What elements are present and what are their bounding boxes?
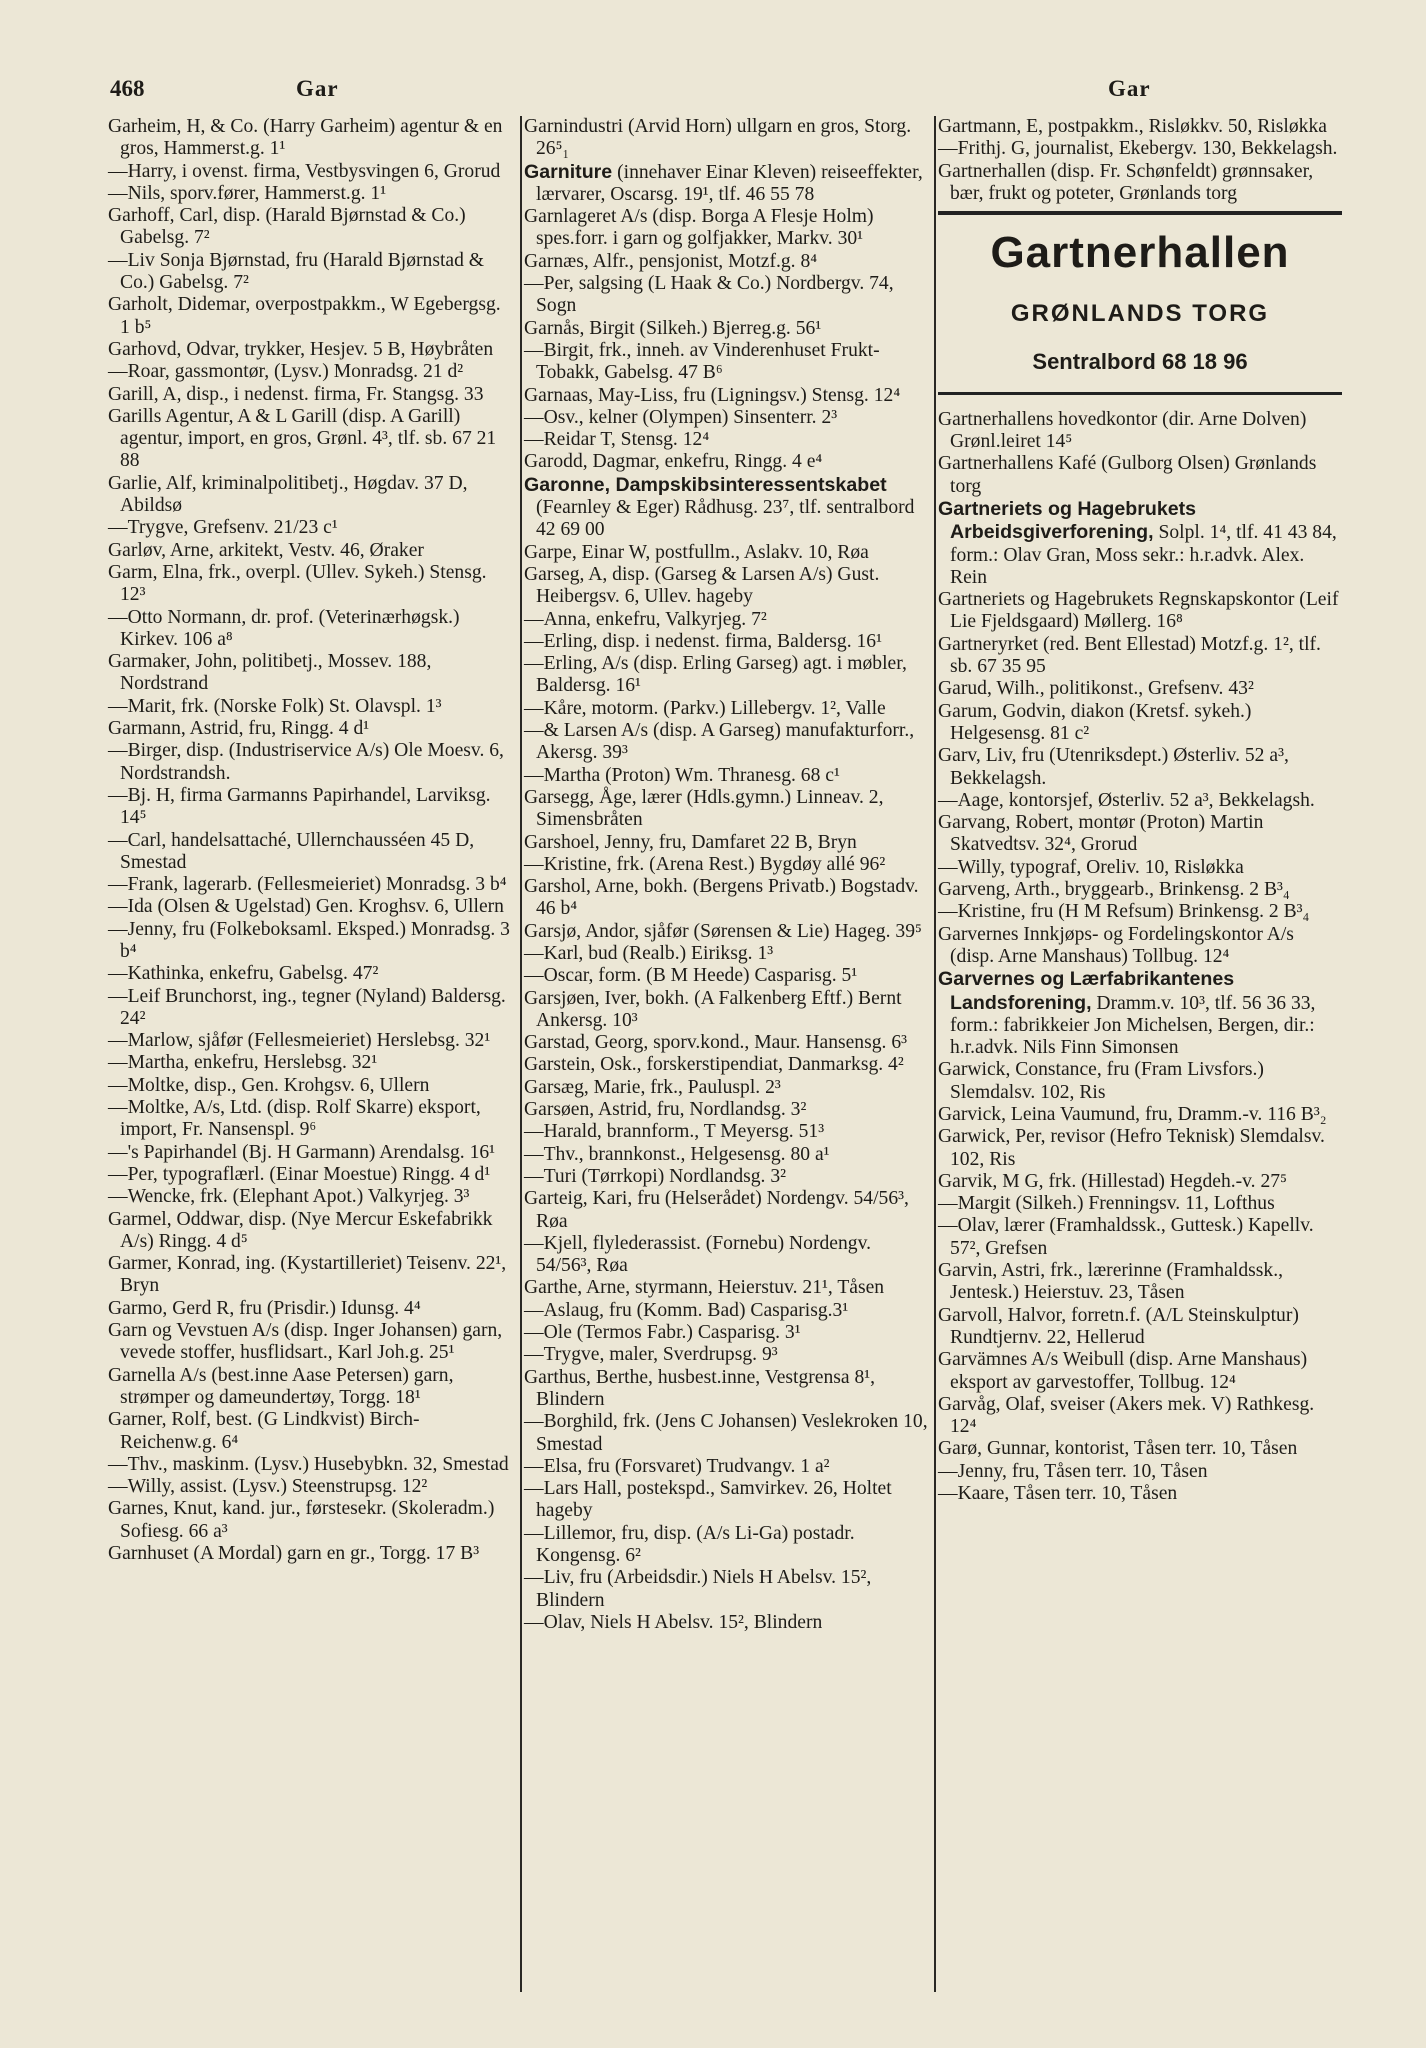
directory-entry bbox=[524, 273, 928, 318]
directory-entry bbox=[524, 609, 928, 631]
entry-text: —Harald, brannform., T Meyersg. 51³ bbox=[524, 1121, 825, 1143]
entry-text: (Fearnley & Eger) Rådhusg. 23⁷, tlf. sentralbord 42 69 00 bbox=[536, 497, 915, 541]
directory-entry bbox=[108, 1186, 512, 1208]
directory-entry bbox=[938, 1126, 1342, 1171]
directory-entry bbox=[108, 919, 512, 964]
entry-text: Garwick, Per, revisor (Hefro Teknisk) Slemdalsv. 102, Ris bbox=[938, 1126, 1325, 1170]
column-divider bbox=[934, 116, 936, 1992]
directory-entry bbox=[938, 968, 1342, 1059]
column-1 bbox=[108, 116, 512, 1565]
directory-entry bbox=[524, 1523, 928, 1568]
directory-entry bbox=[524, 564, 928, 609]
directory-entry bbox=[108, 540, 512, 562]
directory-entry bbox=[938, 1059, 1342, 1104]
entry-text: Garvick, Leina Vaumund, fru, Dramm.-v. 116 B³₂ bbox=[938, 1103, 1327, 1125]
directory-entry bbox=[108, 116, 512, 161]
directory-entry bbox=[524, 251, 928, 273]
directory-entry bbox=[938, 924, 1342, 969]
entry-text: Garshoel, Jenny, fru, Damfaret 22 B, Bryn bbox=[524, 831, 857, 853]
directory-entry bbox=[108, 718, 512, 740]
entry-text: Garills Agentur, A & L Garill (disp. A Garill) agentur, import, en gros, Grønl. 4³, tlf. sb. 67 21 88 bbox=[108, 405, 497, 472]
directory-entry bbox=[108, 740, 512, 785]
directory-entry bbox=[524, 1344, 928, 1366]
directory-entry bbox=[524, 631, 928, 653]
directory-entry bbox=[524, 1322, 928, 1344]
entry-text: Garpe, Einar W, postfullm., Aslakv. 10, Røa bbox=[524, 541, 869, 563]
entry-text: —Lars Hall, postekspd., Samvirkev. 26, Holtet hageby bbox=[524, 1478, 892, 1522]
directory-entry bbox=[108, 205, 512, 250]
directory-entry bbox=[108, 406, 512, 473]
entry-text: Solpl. 1⁴, tlf. 41 43 84, form.: Olav Gran, Moss sekr.: h.r.advk. Alex. Rein bbox=[950, 522, 1337, 588]
directory-entry bbox=[524, 407, 928, 429]
directory-entry bbox=[524, 1144, 928, 1166]
directory-entry bbox=[938, 745, 1342, 790]
entry-text: Garnella A/s (best.inne Aase Petersen) garn, strømper og dameundertøy, Torgg. 18¹ bbox=[108, 1364, 454, 1408]
entry-text: Garsjøen, Iver, bokh. (A Falkenberg Eftf.) Bernt Ankersg. 10³ bbox=[524, 987, 902, 1031]
directory-entry bbox=[938, 634, 1342, 679]
entry-text: —Nils, sporv.fører, Hammerst.g. 1¹ bbox=[108, 182, 387, 204]
column-2 bbox=[524, 116, 928, 1634]
entry-text: —Olav, lærer (Framhaldssk., Guttesk.) Kapellv. 57², Grefsen bbox=[938, 1215, 1314, 1259]
directory-entry bbox=[108, 1209, 512, 1254]
directory-entry bbox=[108, 183, 512, 205]
directory-entry bbox=[938, 879, 1342, 901]
directory-entry bbox=[524, 832, 928, 854]
entry-text: —Moltke, disp., Gen. Krohgsv. 6, Ullern bbox=[108, 1074, 430, 1096]
directory-entry bbox=[524, 720, 928, 765]
entry-text: —Kathinka, enkefru, Gabelsg. 47² bbox=[108, 963, 379, 985]
entry-text: Garv, Liv, fru (Utenriksdept.) Østerliv. 52 a³, Bekkelagsh. bbox=[938, 745, 1289, 789]
directory-entry bbox=[108, 250, 512, 295]
entry-text: —Liv Sonja Bjørnstad, fru (Harald Bjørnstad & Co.) Gabelsg. 7² bbox=[108, 249, 485, 294]
directory-entry bbox=[108, 161, 512, 183]
entry-text: —Thv., maskinm. (Lysv.) Husebybkn. 32, Smestad bbox=[108, 1453, 509, 1475]
entry-text: —Ida (Olsen & Ugelstad) Gen. Kroghsv. 6, Ullern bbox=[108, 896, 504, 918]
directory-entry bbox=[108, 785, 512, 830]
directory-entry bbox=[938, 1438, 1342, 1460]
entry-bold-name: Gartneriets og Hagebrukets Arbeidsgiverforening, bbox=[938, 497, 1197, 544]
directory-entry bbox=[524, 340, 928, 385]
entry-text: Garnes, Knut, kand. jur., førstesekr. (Skoleradm.) Sofiesg. 66 a³ bbox=[108, 1498, 495, 1542]
directory-entry bbox=[938, 1461, 1342, 1483]
directory-entry bbox=[524, 206, 928, 251]
directory-entry bbox=[938, 1349, 1342, 1394]
page-number: 468 bbox=[110, 76, 145, 101]
directory-entry bbox=[938, 1260, 1342, 1305]
entry-text: Garmer, Konrad, ing. (Kystartilleriet) Teisenv. 22¹, Bryn bbox=[108, 1253, 507, 1297]
entry-text: Garstein, Osk., forskerstipendiat, Danmarksg. 4² bbox=[524, 1054, 904, 1076]
entry-text: Garvang, Robert, montør (Proton) Martin Skatvedtsv. 32⁴, Grorud bbox=[938, 812, 1264, 856]
directory-entry bbox=[524, 161, 928, 207]
directory-entry bbox=[108, 384, 512, 406]
directory-entry bbox=[108, 874, 512, 896]
entry-text: Garlie, Alf, kriminalpolitibetj., Høgdav. 37 D, Abildsø bbox=[108, 472, 468, 517]
directory-entry bbox=[524, 698, 928, 720]
entry-text: —Borghild, frk. (Jens C Johansen) Veslekroken 10, Smestad bbox=[524, 1411, 928, 1455]
entry-text: —Liv, fru (Arbeidsdir.) Niels H Abelsv. 15², Blindern bbox=[524, 1567, 872, 1611]
directory-entry bbox=[108, 1365, 512, 1410]
entry-text: —Per, salgsing (L Haak & Co.) Nordbergv. 74, Sogn bbox=[524, 273, 894, 317]
entry-text: Garnlageret A/s (disp. Borga A Flesje Holm) spes.forr. i garn og golfjakker, Markv. 30¹ bbox=[524, 206, 874, 250]
directory-entry bbox=[524, 429, 928, 451]
directory-entry bbox=[938, 1483, 1342, 1505]
entry-text: —Leif Brunchorst, ing., tegner (Nyland) Baldersg. 24² bbox=[108, 985, 506, 1029]
entry-text: —Wencke, frk. (Elephant Apot.) Valkyrjeg. 3³ bbox=[108, 1186, 470, 1208]
directory-entry bbox=[108, 1543, 512, 1565]
entry-text: —Marit, frk. (Norske Folk) St. Olavspl. 1³ bbox=[108, 695, 442, 717]
header-word-right: Gar bbox=[1108, 76, 1151, 101]
entry-text: —Anna, enkefru, Valkyrjeg. 7² bbox=[524, 608, 767, 630]
entry-text: Garshol, Arne, bokh. (Bergens Privatb.) Bogstadv. 46 b⁴ bbox=[524, 876, 919, 920]
entry-text: —'s Papirhandel (Bj. H Garmann) Arendalsg. 16¹ bbox=[108, 1141, 496, 1163]
entry-text: Garnaas, May-Liss, fru (Ligningsv.) Stensg. 12⁴ bbox=[524, 384, 901, 406]
entry-text: Garø, Gunnar, kontorist, Tåsen terr. 10, Tåsen bbox=[938, 1438, 1298, 1460]
directory-entry bbox=[524, 765, 928, 787]
entry-text: Garholt, Didemar, overpostpakkm., W Egebergsg. 1 b⁵ bbox=[108, 294, 501, 338]
directory-entry bbox=[938, 1171, 1342, 1193]
directory-entry bbox=[938, 1215, 1342, 1260]
column-3-top-entries bbox=[938, 116, 1342, 205]
directory-entry bbox=[524, 1166, 928, 1188]
entry-text: —Harry, i ovenst. firma, Vestbysvingen 6, Grorud bbox=[108, 160, 501, 182]
directory-entry bbox=[524, 1300, 928, 1322]
directory-entry bbox=[938, 678, 1342, 700]
directory-entry bbox=[524, 1099, 928, 1121]
entry-text: —Oscar, form. (B M Heede) Casparisg. 5¹ bbox=[524, 965, 858, 987]
entry-text: Garseg, A, disp. (Garseg & Larsen A/s) Gust. Heibergsv. 6, Ullev. hageby bbox=[524, 563, 880, 608]
entry-text: —Kjell, flylederassist. (Fornebu) Nordengv. 54/56³, Røa bbox=[524, 1232, 871, 1277]
directory-entry bbox=[108, 1030, 512, 1052]
entry-text: Garvämnes A/s Weibull (disp. Arne Manshaus) eksport av garvestoffer, Tollbug. 12⁴ bbox=[938, 1349, 1308, 1393]
entry-text: —Kåre, motorm. (Parkv.) Lillebergv. 1², Valle bbox=[524, 697, 886, 719]
entry-text: —Kristine, frk. (Arena Rest.) Bygdøy allé 96² bbox=[524, 853, 886, 875]
entry-text: Garthus, Berthe, husbest.inne, Vestgrensa 8¹, Blindern bbox=[524, 1366, 876, 1410]
directory-entry bbox=[938, 1104, 1342, 1126]
directory-entry bbox=[524, 653, 928, 698]
directory-entry bbox=[108, 1498, 512, 1543]
entry-text: Garheim, H, & Co. (Harry Garheim) agentur & en gros, Hammerst.g. 1¹ bbox=[108, 116, 503, 160]
entry-text: Garwick, Constance, fru (Fram Livsfors.) Slemdalsv. 102, Ris bbox=[938, 1059, 1264, 1103]
directory-entry bbox=[524, 1121, 928, 1143]
directory-entry bbox=[524, 318, 928, 340]
entry-text: —Trygve, Grefsenv. 21/23 c¹ bbox=[108, 517, 338, 539]
entry-text: Garnæs, Alfr., pensjonist, Motzf.g. 8⁴ bbox=[524, 250, 818, 272]
directory-entry bbox=[108, 1298, 512, 1320]
directory-entry bbox=[938, 812, 1342, 857]
directory-entry bbox=[524, 1032, 928, 1054]
entry-text: —Kristine, fru (H M Refsum) Brinkensg. 2 B³₄ bbox=[938, 901, 1310, 923]
column-divider bbox=[520, 116, 522, 1992]
entry-text: Garteig, Kari, fru (Helserådet) Nordengv. 54/56³, Røa bbox=[524, 1188, 909, 1232]
directory-entry bbox=[108, 607, 512, 652]
gartnerhallen-advertisement bbox=[938, 211, 1342, 395]
entry-text: —Thv., brannkonst., Helgesensg. 80 a¹ bbox=[524, 1143, 830, 1165]
entry-text: —Kaare, Tåsen terr. 10, Tåsen bbox=[938, 1483, 1178, 1505]
directory-entry bbox=[938, 498, 1342, 589]
directory-entry bbox=[108, 896, 512, 918]
directory-entry bbox=[524, 1077, 928, 1099]
entry-text: Garmann, Astrid, fru, Ringg. 4 d¹ bbox=[108, 718, 370, 740]
entry-text: —Otto Normann, dr. prof. (Veterinærhøgsk.) Kirkev. 106 a⁸ bbox=[108, 606, 460, 650]
directory-entry bbox=[524, 1277, 928, 1299]
directory-entry bbox=[108, 1052, 512, 1074]
directory-entry bbox=[524, 1188, 928, 1233]
directory-entry bbox=[108, 517, 512, 539]
directory-entry bbox=[524, 988, 928, 1033]
entry-text: —Olav, Niels H Abelsv. 15², Blindern bbox=[524, 1611, 823, 1633]
entry-text: Garsøen, Astrid, fru, Nordlandsg. 3² bbox=[524, 1099, 807, 1121]
directory-entry bbox=[938, 589, 1342, 634]
entry-text: —Martha, enkefru, Herslebsg. 32¹ bbox=[108, 1052, 378, 1074]
entry-text: Garveng, Arth., bryggearb., Brinkensg. 2 B³₄ bbox=[938, 879, 1290, 901]
directory-entry bbox=[524, 474, 928, 542]
entry-text: —Willy, typograf, Oreliv. 10, Risløkka bbox=[938, 856, 1244, 878]
entry-text: —Birgit, frk., inneh. av Vinderenhuset Frukt-Tobakk, Gabelsg. 47 B⁶ bbox=[524, 339, 880, 384]
entry-text: Garn og Vevstuen A/s (disp. Inger Johansen) garn, vevede stoffer, husflidsart., Karl Joh.g. 25¹ bbox=[108, 1320, 503, 1364]
directory-entry bbox=[524, 1456, 928, 1478]
directory-entry bbox=[524, 1233, 928, 1278]
entry-text: Garum, Godvin, diakon (Kretsf. sykeh.) Helgesensg. 81 c² bbox=[938, 700, 1252, 744]
directory-entry bbox=[108, 1164, 512, 1186]
entry-text: —Erling, disp. i nedenst. firma, Baldersg. 16¹ bbox=[524, 630, 882, 652]
entry-text: Garhovd, Odvar, trykker, Hesjev. 5 B, Høybråten bbox=[108, 338, 494, 360]
directory-entry bbox=[108, 1075, 512, 1097]
entry-text: Garvin, Astri, frk., lærerinne (Framhaldssk., Jentesk.) Heierstuv. 23, Tåsen bbox=[938, 1260, 1284, 1304]
directory-entry bbox=[524, 1411, 928, 1456]
entry-bold-name: Garonne, Dampskibsinteressentskabet bbox=[524, 473, 887, 496]
entry-text: Garnås, Birgit (Silkeh.) Bjerreg.g. 56¹ bbox=[524, 317, 822, 339]
directory-entry bbox=[524, 876, 928, 921]
directory-entry bbox=[524, 921, 928, 943]
entry-text: —Marlow, sjåfør (Fellesmeieriet) Herslebsg. 32¹ bbox=[108, 1030, 491, 1052]
advertisement-title: Gartnerhallen bbox=[990, 228, 1290, 278]
entry-text: —Osv., kelner (Olympen) Sinsenterr. 2³ bbox=[524, 406, 838, 428]
entry-text: Garsjø, Andor, sjåfør (Sørensen & Lie) Hageg. 39⁵ bbox=[524, 920, 922, 942]
directory-entry bbox=[108, 986, 512, 1031]
entry-text: Gartnerhallen (disp. Fr. Schønfeldt) grønnsaker, bær, frukt og poteter, Grønlands torg bbox=[938, 160, 1314, 204]
directory-entry bbox=[108, 339, 512, 361]
directory-entry bbox=[108, 562, 512, 607]
entry-text: —Aslaug, fru (Komm. Bad) Casparisg.3¹ bbox=[524, 1299, 849, 1321]
advertisement-phone: Sentralbord 68 18 96 bbox=[1032, 349, 1248, 375]
directory-entry bbox=[108, 830, 512, 875]
directory-entry bbox=[938, 790, 1342, 812]
directory-entry bbox=[524, 943, 928, 965]
entry-text: Garud, Wilh., politikonst., Grefsenv. 43² bbox=[938, 678, 1254, 700]
entry-text: Gartmann, E, postpakkm., Risløkkv. 50, Risløkka bbox=[938, 116, 1327, 137]
entry-text: —Lillemor, fru, disp. (A/s Li-Ga) postadr. Kongensg. 6² bbox=[524, 1522, 855, 1566]
directory-entry bbox=[108, 651, 512, 696]
entry-text: —Carl, handelsattaché, Ullernchausséen 45 D, Smestad bbox=[108, 829, 475, 873]
directory-entry bbox=[524, 1478, 928, 1523]
column-3 bbox=[938, 116, 1342, 1505]
directory-entry bbox=[108, 294, 512, 339]
entry-text: —Ole (Termos Fabr.) Casparisg. 3¹ bbox=[524, 1322, 801, 1344]
directory-entry bbox=[938, 409, 1342, 454]
directory-entry bbox=[524, 542, 928, 564]
entry-text: —Frithj. G, journalist, Ekebergv. 130, Bekkelagsh. bbox=[938, 138, 1338, 160]
entry-text: —Jenny, fru (Folkeboksaml. Eksped.) Monradsg. 3 b⁴ bbox=[108, 918, 510, 962]
entry-text: Garvik, M G, frk. (Hillestad) Hegdeh.-v. 27⁵ bbox=[938, 1170, 1287, 1192]
entry-bold-name: Garvernes og Lærfabrikantenes Landsforening, bbox=[938, 968, 1235, 1014]
entry-text: —Moltke, A/s, Ltd. (disp. Rolf Skarre) eksport, import, Fr. Nansenspl. 9⁶ bbox=[108, 1097, 481, 1141]
entry-bold-name: Garniture bbox=[524, 160, 613, 183]
entry-text: —Erling, A/s (disp. Erling Garseg) agt. i møbler, Baldersg. 16¹ bbox=[524, 653, 907, 697]
entry-text: Garill, A, disp., i nedenst. firma, Fr. Stangsg. 33 bbox=[108, 383, 484, 405]
directory-entry bbox=[108, 361, 512, 383]
entry-text: (innehaver Einar Kleven) reiseeffekter, lærvarer, Oscarsg. 19¹, tlf. 46 55 78 bbox=[536, 161, 923, 205]
directory-entry bbox=[938, 161, 1342, 206]
entry-text: Gartnerhallens hovedkontor (dir. Arne Dolven) Grønl.leiret 14⁵ bbox=[938, 408, 1307, 453]
entry-text: Gartnerhallens Kafé (Gulborg Olsen) Grønlands torg bbox=[938, 453, 1317, 497]
entry-text: —& Larsen A/s (disp. A Garseg) manufakturforr., Akersg. 39³ bbox=[524, 720, 915, 764]
entry-text: —Birger, disp. (Industriservice A/s) Ole Moesv. 6, Nordstrandsh. bbox=[108, 740, 504, 784]
directory-entry bbox=[938, 857, 1342, 879]
entry-text: Garmaker, John, politibetj., Mossev. 188, Nordstrand bbox=[108, 651, 432, 695]
header-word-left: Gar bbox=[296, 76, 339, 101]
directory-entry bbox=[524, 116, 928, 161]
directory-entry bbox=[524, 1612, 928, 1634]
directory-entry bbox=[938, 701, 1342, 746]
directory-entry bbox=[938, 138, 1342, 160]
entry-text: Gartneryrket (red. Bent Ellestad) Motzf.g. 1², tlf. sb. 67 35 95 bbox=[938, 633, 1321, 678]
directory-entry bbox=[524, 787, 928, 832]
entry-text: Garnhuset (A Mordal) garn en gr., Torgg. 17 B³ bbox=[108, 1543, 480, 1564]
entry-text: Garvåg, Olaf, sveiser (Akers mek. V) Rathkesg. 12⁴ bbox=[938, 1393, 1315, 1438]
entry-text: Garvoll, Halvor, forretn.f. (A/L Steinskulptur) Rundtjernv. 22, Hellerud bbox=[938, 1304, 1299, 1348]
entry-text: Garvernes Innkjøps- og Fordelingskontor A/s (disp. Arne Manshaus) Tollbug. 12⁴ bbox=[938, 923, 1294, 967]
entry-text: Garner, Rolf, best. (G Lindkvist) Birch-Reichenw.g. 6⁴ bbox=[108, 1409, 420, 1453]
directory-entry bbox=[108, 1253, 512, 1298]
directory-entry bbox=[108, 1454, 512, 1476]
entry-text: Garløv, Arne, arkitekt, Vestv. 46, Øraker bbox=[108, 539, 424, 561]
entry-text: —Roar, gassmontør, (Lysv.) Monradsg. 21 d² bbox=[108, 361, 464, 383]
entry-text: Dramm.v. 10³, tlf. 56 36 33, form.: fabrikkeier Jon Michelsen, Bergen, dir.: h.r.advk. Nils Finn Simonsen bbox=[950, 992, 1316, 1059]
directory-entry bbox=[108, 473, 512, 518]
entry-text: Garthe, Arne, styrmann, Heierstuv. 21¹, Tåsen bbox=[524, 1277, 885, 1299]
directory-entry bbox=[524, 385, 928, 407]
entry-text: Garnindustri (Arvid Horn) ullgarn en gros, Storg. 26⁵₁ bbox=[524, 116, 912, 160]
entry-text: —Per, typograflærl. (Einar Moestue) Ringg. 4 d¹ bbox=[108, 1163, 491, 1185]
entry-text: —Aage, kontorsjef, Østerliv. 52 a³, Bekkelagsh. bbox=[938, 789, 1315, 811]
directory-entry bbox=[108, 1476, 512, 1498]
directory-entry bbox=[938, 901, 1342, 923]
directory-entry bbox=[938, 1193, 1342, 1215]
directory-entry bbox=[524, 854, 928, 876]
directory-entry bbox=[938, 1305, 1342, 1350]
directory-entry bbox=[524, 1567, 928, 1612]
entry-text: —Martha (Proton) Wm. Thranesg. 68 c¹ bbox=[524, 764, 840, 786]
directory-entry bbox=[108, 696, 512, 718]
directory-entry bbox=[524, 965, 928, 987]
entry-text: Garsegg, Åge, lærer (Hdls.gymn.) Linneav. 2, Simensbråten bbox=[524, 786, 884, 831]
entry-text: —Bj. H, firma Garmanns Papirhandel, Larviksg. 14⁵ bbox=[108, 784, 491, 829]
entry-text: Garhoff, Carl, disp. (Harald Bjørnstad & Co.) Gabelsg. 7² bbox=[108, 205, 466, 249]
directory-entry bbox=[524, 1054, 928, 1076]
advertisement-subtitle: GRØNLANDS TORG bbox=[1010, 300, 1270, 328]
entry-text: —Karl, bud (Realb.) Eiriksg. 1³ bbox=[524, 942, 774, 964]
entry-text: Garodd, Dagmar, enkefru, Ringg. 4 e⁴ bbox=[524, 451, 823, 473]
entry-text: Garm, Elna, frk., overpl. (Ullev. Sykeh.) Stensg. 12³ bbox=[108, 561, 487, 606]
directory-entry bbox=[108, 1097, 512, 1142]
column-3-bottom-entries bbox=[938, 409, 1342, 1506]
entry-text: —Jenny, fru, Tåsen terr. 10, Tåsen bbox=[938, 1460, 1208, 1482]
entry-text: Gartneriets og Hagebrukets Regnskapskontor (Leif Lie Fjeldsgaard) Møllerg. 16⁸ bbox=[938, 589, 1339, 633]
entry-text: Garmo, Gerd R, fru (Prisdir.) Idunsg. 4⁴ bbox=[108, 1297, 421, 1319]
entry-text: —Turi (Tørrkopi) Nordlandsg. 3² bbox=[524, 1165, 787, 1187]
entry-text: Garstad, Georg, sporv.kond., Maur. Hansensg. 6³ bbox=[524, 1032, 907, 1054]
entry-text: —Margit (Silkeh.) Frenningsv. 11, Lofthus bbox=[938, 1193, 1275, 1215]
directory-entry bbox=[108, 1320, 512, 1365]
directory-entry bbox=[524, 451, 928, 473]
entry-text: —Elsa, fru (Forsvaret) Trudvangv. 1 a² bbox=[524, 1455, 830, 1477]
entry-text: Garsæg, Marie, frk., Pauluspl. 2³ bbox=[524, 1076, 781, 1098]
directory-entry bbox=[938, 1394, 1342, 1439]
directory-entry bbox=[938, 116, 1342, 138]
entry-text: Garmel, Oddwar, disp. (Nye Mercur Eskefabrikk A/s) Ringg. 4 d⁵ bbox=[108, 1208, 493, 1252]
entry-text: —Trygve, maler, Sverdrupsg. 9³ bbox=[524, 1344, 778, 1366]
entry-text: —Willy, assist. (Lysv.) Steenstrupsg. 12² bbox=[108, 1476, 428, 1498]
directory-entry bbox=[524, 1367, 928, 1412]
entry-text: —Frank, lagerarb. (Fellesmeieriet) Monradsg. 3 b⁴ bbox=[108, 874, 507, 896]
entry-text: —Reidar T, Stensg. 12⁴ bbox=[524, 429, 710, 451]
directory-entry bbox=[938, 453, 1342, 498]
directory-entry bbox=[108, 1142, 512, 1164]
directory-entry bbox=[108, 963, 512, 985]
directory-entry bbox=[108, 1409, 512, 1454]
